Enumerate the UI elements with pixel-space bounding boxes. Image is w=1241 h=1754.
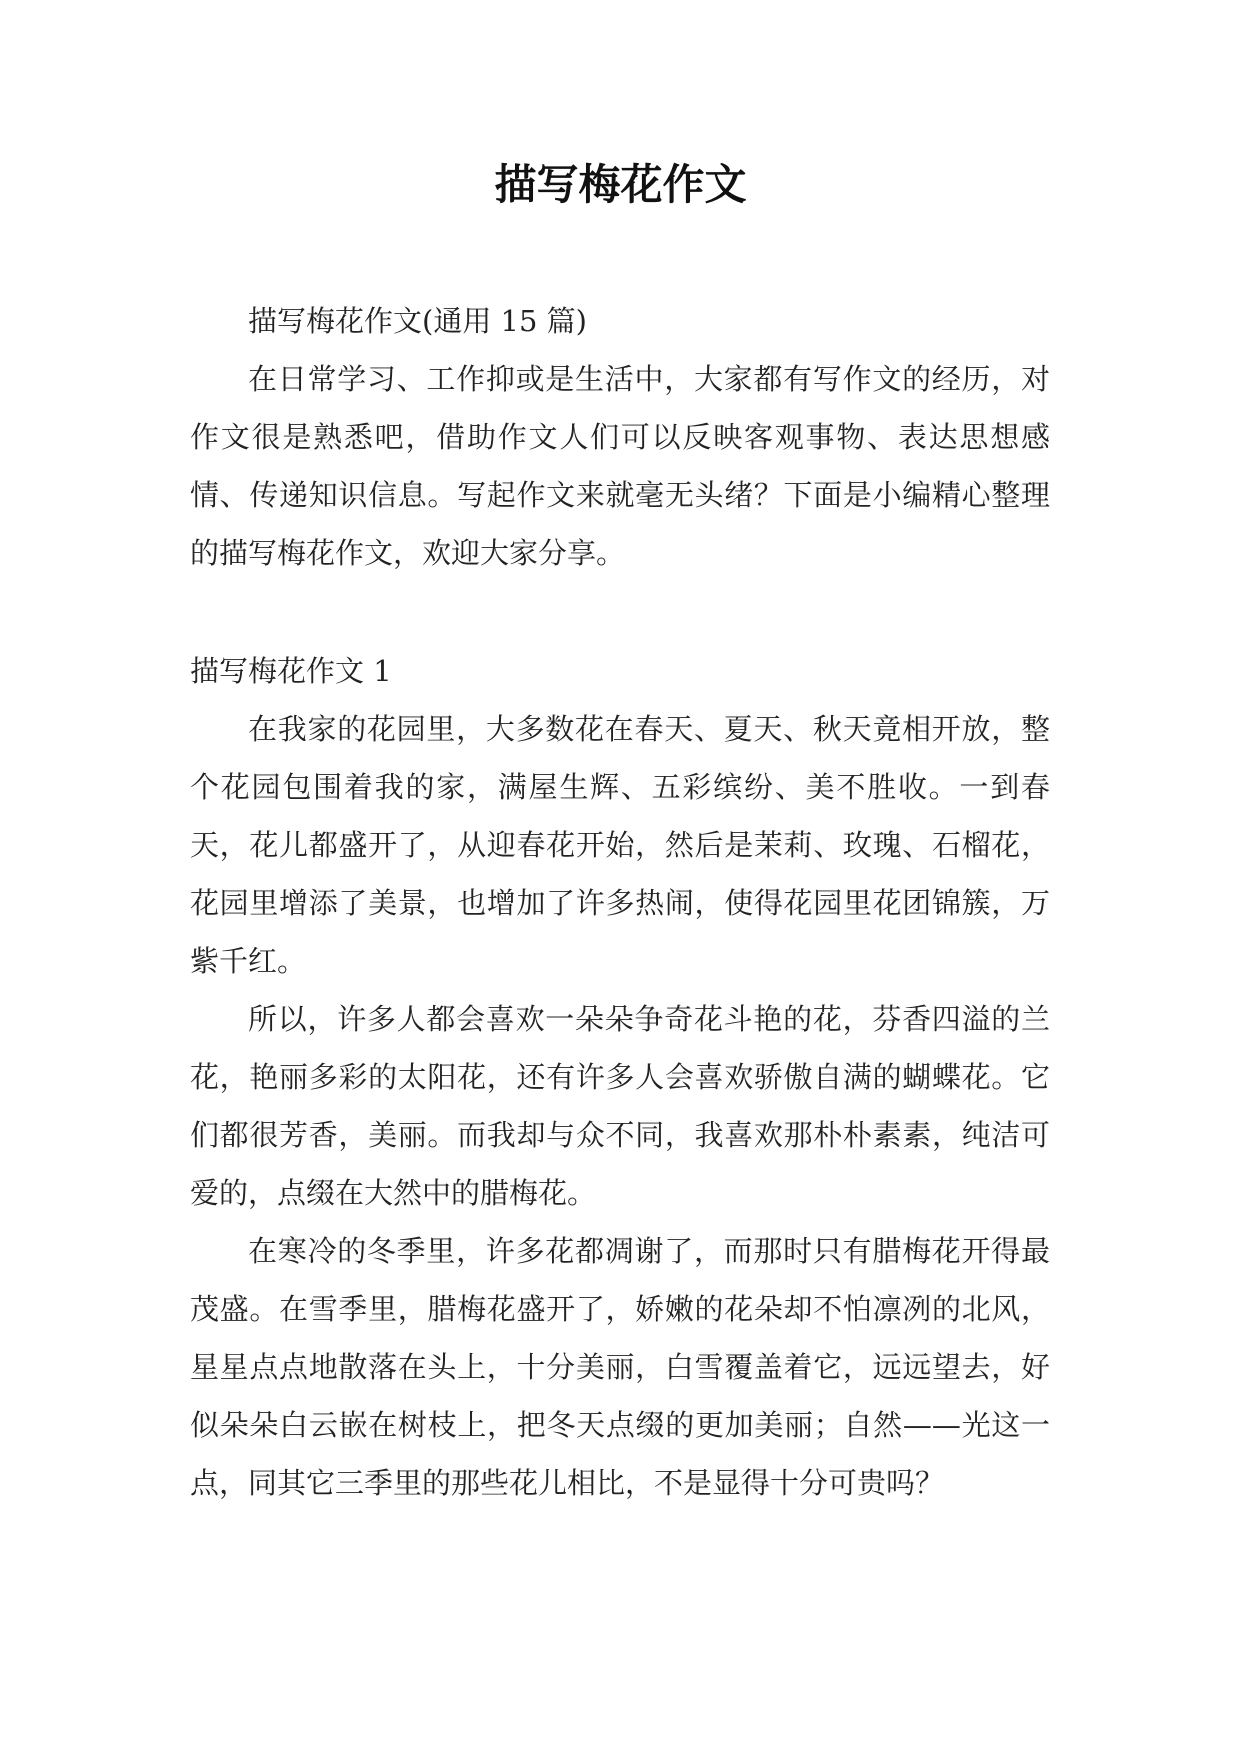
- document-subtitle: 描写梅花作文(通用 15 篇): [248, 304, 587, 338]
- section-paragraph: 在我家的花园里，大多数花在春天、夏天、秋天竟相开放，整个花园包围着我的家，满屋生辉、五彩缤纷、美不胜收。一到春天，花儿都盛开了，从迎春花开始，然后是茉莉、玫瑰、石榴花，花园里增添了美景，也增加了许多热闹，使得花园里花团锦簇，万紫千红。: [190, 712, 1050, 978]
- section-paragraph: 所以，许多人都会喜欢一朵朵争奇花斗艳的花，芬香四溢的兰花，艳丽多彩的太阳花，还有许多人会喜欢骄傲自满的蝴蝶花。它们都很芳香，美丽。而我却与众不同，我喜欢那朴朴素素，纯洁可爱的，点缀在大然中的腊梅花。: [190, 1002, 1050, 1210]
- section-paragraph: 在寒冷的冬季里，许多花都凋谢了，而那时只有腊梅花开得最茂盛。在雪季里，腊梅花盛开了，娇嫩的花朵却不怕凛冽的北风，星星点点地散落在头上，十分美丽，白雪覆盖着它，远远望去，好似朵朵白云嵌在树枝上，把冬天点缀的更加美丽；自然——光这一点，同其它三季里的那些花儿相比，不是显得十分可贵吗？: [190, 1234, 1050, 1500]
- document-body: [190, 292, 1050, 1512]
- section-heading: 描写梅花作文 1: [190, 654, 392, 688]
- intro-paragraph: 在日常学习、工作抑或是生活中，大家都有写作文的经历，对作文很是熟悉吧，借助作文人们可以反映客观事物、表达思想感情、传递知识信息。写起作文来就毫无头绪？下面是小编精心整理的描写梅花作文，欢迎大家分享。: [190, 362, 1050, 570]
- document-title: 描写梅花作文: [494, 160, 747, 209]
